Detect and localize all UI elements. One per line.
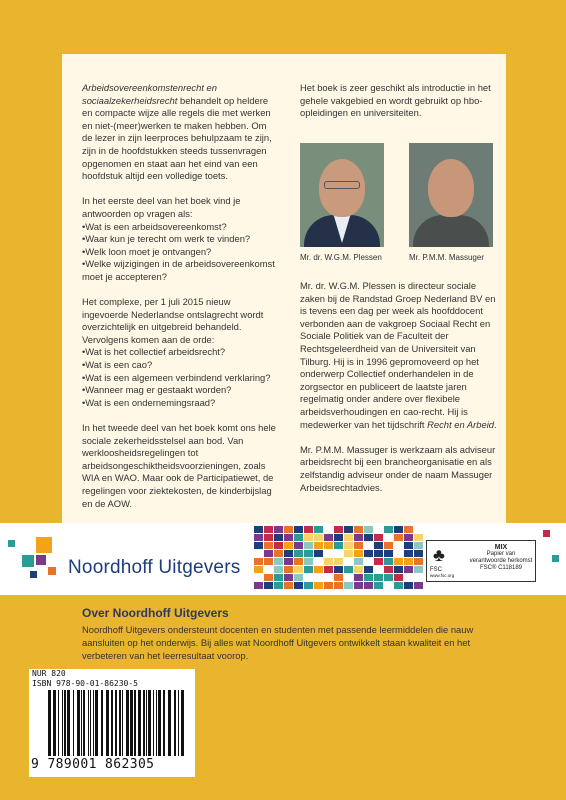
mosaic-tile xyxy=(344,558,353,565)
mosaic-tile xyxy=(414,534,423,541)
mosaic-tile xyxy=(334,582,343,589)
mosaic-tile xyxy=(334,566,343,573)
mosaic-tile xyxy=(284,542,293,549)
barcode-bar xyxy=(130,690,133,756)
barcode-bar xyxy=(122,690,123,756)
ontslag-intro-text: Het complexe, per 1 juli 2015 nieuw ingevoerde Nederlandse ontslagrecht wordt overzichtelijk en uitgebreid behandeld. Vervolgens komen aan de orde: xyxy=(82,296,264,345)
barcode-bar xyxy=(115,690,117,756)
mosaic-tile xyxy=(374,566,383,573)
mosaic-tile xyxy=(384,574,393,581)
mosaic-tile xyxy=(334,574,343,581)
part2-paragraph: In het tweede deel van het boek komt ons hele sociale zekerheidsstelsel aan bod. Van werkloosheidsregelingen tot arbeidsongeschiktheidsvoorzieningen, zoals WIA en WAO. Maar ook de Participatiewet, de regelingen voor ziektekosten, de kinderbijslag en de AOW. xyxy=(82,422,276,509)
mosaic-tile xyxy=(294,558,303,565)
photo-caption-massuger: Mr. P.M.M. Massuger xyxy=(409,253,484,262)
barcode-bar xyxy=(101,690,103,756)
photo-body-shape xyxy=(413,215,489,247)
mosaic-tile xyxy=(334,534,343,541)
mosaic-tile xyxy=(354,534,363,541)
mosaic-tile xyxy=(384,582,393,589)
mosaic-tile xyxy=(354,542,363,549)
mosaic-tile xyxy=(264,582,273,589)
decor-square xyxy=(552,555,559,562)
part1-intro-text: In het eerste deel van het boek vind je antwoorden op vragen als: xyxy=(82,195,241,219)
ontslag-question-list xyxy=(82,346,278,409)
mosaic-tile xyxy=(334,526,343,533)
mosaic-tile xyxy=(284,582,293,589)
mosaic-tile xyxy=(394,574,403,581)
fsc-tree-icon: ♣ xyxy=(433,545,445,565)
mosaic-tile xyxy=(364,566,373,573)
mosaic-tile xyxy=(254,566,263,573)
barcode-bar xyxy=(48,690,51,756)
mosaic-tile xyxy=(364,542,373,549)
barcode-bar xyxy=(143,690,145,756)
fsc-site: www.fsc.org xyxy=(430,573,455,578)
logo-square xyxy=(30,571,37,578)
mosaic-tile xyxy=(394,534,403,541)
barcode-bar xyxy=(148,690,151,756)
mosaic-tile xyxy=(414,542,423,549)
mosaic-tile xyxy=(364,574,373,581)
noordhoff-logo-icon xyxy=(22,537,66,585)
mosaic-tile xyxy=(384,558,393,565)
mosaic-tile xyxy=(364,526,373,533)
mosaic-tile xyxy=(414,574,423,581)
mosaic-tile xyxy=(314,542,323,549)
fsc-code: FSC® C118189 xyxy=(480,565,522,571)
mosaic-tile xyxy=(304,542,313,549)
mosaic-tile xyxy=(254,526,263,533)
mosaic-tile xyxy=(294,566,303,573)
mosaic-tile xyxy=(314,526,323,533)
mosaic-tile xyxy=(394,566,403,573)
barcode-bar xyxy=(62,690,63,756)
mosaic-tile xyxy=(314,582,323,589)
mosaic-tile xyxy=(344,534,353,541)
mosaic-tile xyxy=(294,574,303,581)
barcode-bar xyxy=(153,690,154,756)
mosaic-tile xyxy=(284,526,293,533)
barcode-bar xyxy=(134,690,136,756)
barcode-bar xyxy=(168,690,171,756)
barcode-bar xyxy=(119,690,121,756)
right-column xyxy=(300,82,500,132)
mosaic-tile xyxy=(274,558,283,565)
mosaic-tile xyxy=(284,574,293,581)
mosaic-tile xyxy=(324,526,333,533)
mosaic-tile xyxy=(404,566,413,573)
list-item: • Waar kun je terecht om werk te vinden? xyxy=(82,233,278,246)
mosaic-tile xyxy=(354,526,363,533)
barcode-bar xyxy=(83,690,85,756)
photo-glasses xyxy=(324,181,360,189)
barcode-bar xyxy=(73,690,74,756)
logo-square xyxy=(36,555,46,565)
photo-caption-plessen: Mr. dr. W.G.M. Plessen xyxy=(300,253,382,262)
fsc-mix-desc: Papier van verantwoorde herkomst xyxy=(469,551,533,564)
barcode-bar xyxy=(181,690,184,756)
list-item: • Wat is een ondernemingsraad? xyxy=(82,397,278,410)
mosaic-tile xyxy=(374,558,383,565)
mosaic-tile xyxy=(374,550,383,557)
mosaic-tile xyxy=(414,526,423,533)
author-photos xyxy=(300,143,500,263)
mosaic-tile xyxy=(374,526,383,533)
mosaic-tile xyxy=(344,526,353,533)
mosaic-tile xyxy=(314,550,323,557)
mosaic-tile xyxy=(324,550,333,557)
bio-plessen xyxy=(300,280,500,431)
part1-question-list xyxy=(82,221,278,284)
isbn-block xyxy=(32,669,138,689)
mosaic-tile xyxy=(264,558,273,565)
mosaic-tile xyxy=(364,534,373,541)
barcode-bar xyxy=(64,690,66,756)
mosaic-tile xyxy=(404,558,413,565)
mosaic-tile xyxy=(384,550,393,557)
barcode-bar xyxy=(126,690,129,756)
color-mosaic-pattern xyxy=(254,526,426,592)
barcode-bar xyxy=(77,690,80,756)
barcode-bar xyxy=(156,690,157,756)
fsc-mix-title: MIX xyxy=(494,544,508,551)
mosaic-tile xyxy=(324,574,333,581)
author-photo-plessen xyxy=(300,143,384,247)
left-column xyxy=(82,82,278,523)
mosaic-tile xyxy=(344,566,353,573)
mosaic-tile xyxy=(324,558,333,565)
mosaic-tile xyxy=(254,542,263,549)
mosaic-tile xyxy=(304,526,313,533)
barcode-bar xyxy=(53,690,56,756)
about-text: Noordhoff Uitgevers ondersteunt docenten en studenten met passende leermiddelen die nauw aansluiten op het onderwijs. Bij alles wat Noordhoff Uitgevers ontwikkelt staan kwaliteit en het verbeteren van het leerresultaat voorop. xyxy=(82,624,474,662)
mosaic-tile xyxy=(354,574,363,581)
mosaic-tile xyxy=(274,582,283,589)
barcode-bar xyxy=(138,690,141,756)
barcode-bar xyxy=(95,690,98,756)
mosaic-tile xyxy=(284,558,293,565)
mosaic-tile xyxy=(354,550,363,557)
mosaic-tile xyxy=(404,542,413,549)
mosaic-tile xyxy=(274,534,283,541)
mosaic-tile xyxy=(374,582,383,589)
mosaic-tile xyxy=(304,558,313,565)
mosaic-tile xyxy=(384,526,393,533)
mosaic-tile xyxy=(324,542,333,549)
barcode-bar xyxy=(178,690,179,756)
mosaic-tile xyxy=(344,574,353,581)
mosaic-tile xyxy=(374,534,383,541)
mosaic-tile xyxy=(414,558,423,565)
mosaic-tile xyxy=(364,582,373,589)
list-item: • Wat is een algemeen verbindend verklaring? xyxy=(82,372,278,385)
decor-square xyxy=(543,530,550,537)
barcode-bar xyxy=(58,690,59,756)
mosaic-tile xyxy=(384,534,393,541)
mosaic-tile xyxy=(284,566,293,573)
barcode-bar xyxy=(93,690,94,756)
mosaic-tile xyxy=(354,566,363,573)
mosaic-tile xyxy=(314,566,323,573)
mosaic-tile xyxy=(294,526,303,533)
list-item: • Wanneer mag er gestaakt worden? xyxy=(82,384,278,397)
logo-square xyxy=(48,567,56,575)
fsc-label-text: FSC xyxy=(430,567,442,573)
mosaic-tile xyxy=(334,542,343,549)
mosaic-tile xyxy=(254,534,263,541)
mosaic-tile xyxy=(274,566,283,573)
isbn-number: ISBN 978-90-01-86230-5 xyxy=(32,679,138,688)
list-item: • Wat is het collectief arbeidsrecht? xyxy=(82,346,278,359)
bio-plessen-end: . xyxy=(494,418,497,430)
mosaic-tile xyxy=(374,542,383,549)
about-title: Over Noordhoff Uitgevers xyxy=(82,606,229,620)
mosaic-tile xyxy=(264,574,273,581)
fsc-mix-text xyxy=(469,544,533,572)
list-item: • Welke wijzigingen in de arbeidsovereenkomst moet je accepteren? xyxy=(82,258,278,283)
mosaic-tile xyxy=(264,542,273,549)
list-item: • Wat is een arbeidsovereenkomst? xyxy=(82,221,278,234)
publisher-name: Noordhoff Uitgevers xyxy=(68,557,241,578)
mosaic-tile xyxy=(264,550,273,557)
author-bios xyxy=(300,280,500,507)
barcode-bar xyxy=(146,690,147,756)
barcode-bar xyxy=(111,690,113,756)
mosaic-tile xyxy=(354,558,363,565)
mosaic-tile xyxy=(344,550,353,557)
mosaic-tile xyxy=(274,550,283,557)
barcode-graphic xyxy=(46,690,186,756)
barcode-bar xyxy=(90,690,91,756)
mosaic-tile xyxy=(364,550,373,557)
mosaic-tile xyxy=(394,542,403,549)
mosaic-tile xyxy=(404,574,413,581)
fsc-logo-label xyxy=(430,567,454,579)
logo-square xyxy=(36,537,52,553)
mosaic-tile xyxy=(294,542,303,549)
mosaic-tile xyxy=(384,566,393,573)
barcode-bar xyxy=(106,690,109,756)
mosaic-tile xyxy=(404,534,413,541)
mosaic-tile xyxy=(274,526,283,533)
mosaic-tile xyxy=(314,558,323,565)
mosaic-tile xyxy=(324,534,333,541)
mosaic-tile xyxy=(344,542,353,549)
part1-intro xyxy=(82,195,278,220)
mosaic-tile xyxy=(414,582,423,589)
barcode-bar xyxy=(163,690,165,756)
mosaic-tile xyxy=(294,582,303,589)
barcode-bar xyxy=(88,690,89,756)
mosaic-tile xyxy=(374,574,383,581)
mosaic-tile xyxy=(414,566,423,573)
fsc-certification-mark xyxy=(426,540,536,582)
mosaic-tile xyxy=(264,534,273,541)
mosaic-tile xyxy=(354,582,363,589)
mosaic-tile xyxy=(334,558,343,565)
mosaic-tile xyxy=(404,526,413,533)
mosaic-tile xyxy=(324,582,333,589)
list-item: • Wat is een cao? xyxy=(82,359,278,372)
mosaic-tile xyxy=(284,534,293,541)
mosaic-tile xyxy=(394,558,403,565)
mosaic-tile xyxy=(304,574,313,581)
barcode-bar xyxy=(174,690,176,756)
mosaic-tile xyxy=(314,534,323,541)
mosaic-tile xyxy=(264,526,273,533)
mosaic-tile xyxy=(404,550,413,557)
mosaic-tile xyxy=(404,582,413,589)
ontslag-intro xyxy=(82,296,278,346)
mosaic-tile xyxy=(314,574,323,581)
decor-square xyxy=(8,540,15,547)
mosaic-tile xyxy=(254,558,263,565)
mosaic-tile xyxy=(284,550,293,557)
nur-code: NUR 820 xyxy=(32,669,66,678)
mosaic-tile xyxy=(304,566,313,573)
mosaic-tile xyxy=(394,550,403,557)
mosaic-tile xyxy=(414,550,423,557)
mosaic-tile xyxy=(344,582,353,589)
barcode-digits: 9 789001 862305 xyxy=(31,757,155,772)
barcode-bar xyxy=(81,690,82,756)
mosaic-tile xyxy=(294,534,303,541)
barcode-bar xyxy=(67,690,70,756)
list-item: • Welk loon moet je ontvangen? xyxy=(82,246,278,259)
journal-title: Recht en Arbeid xyxy=(427,418,495,430)
mosaic-tile xyxy=(304,582,313,589)
mosaic-tile xyxy=(254,582,263,589)
logo-square xyxy=(22,555,34,567)
mosaic-tile xyxy=(274,574,283,581)
mosaic-tile xyxy=(334,550,343,557)
mosaic-tile xyxy=(264,566,273,573)
mosaic-tile xyxy=(304,534,313,541)
intro-paragraph xyxy=(82,82,278,183)
author-photo-massuger xyxy=(409,143,493,247)
mosaic-tile xyxy=(294,550,303,557)
about-publisher-section xyxy=(82,606,502,663)
mosaic-tile xyxy=(254,550,263,557)
mosaic-tile xyxy=(274,542,283,549)
mosaic-tile xyxy=(384,542,393,549)
barcode-bar xyxy=(158,690,161,756)
bio-plessen-text: Mr. dr. W.G.M. Plessen is directeur sociale zaken bij de Randstad Groep Nederland BV en is tevens een dag per week als hoofddocent verbonden aan de vakgroep Sociaal Recht en Sociale Politiek van de Faculteit der Rechtsgeleerdheid van de Universiteit van Tilburg. Hij is in 1996 gepromoveerd op het onderwerp Collectief onderhandelen in de zorgsector en publiceert de laatste jaren regelmatig onder andere over flexibele arbeidsverhoudingen en cao-recht. Hij is medewerker van het tijdschrift xyxy=(300,280,496,430)
mosaic-tile xyxy=(324,566,333,573)
suitability-paragraph: Het boek is zeer geschikt als introductie in het gehele vakgebied en wordt gebruikt op hbo-opleidingen en universiteiten. xyxy=(300,82,491,119)
mosaic-tile xyxy=(304,550,313,557)
mosaic-tile xyxy=(394,582,403,589)
mosaic-tile xyxy=(364,558,373,565)
intro-text: behandelt op heldere en compacte wijze alle regels die met werken en niet-(meer)werken te maken hebben. Om de lezer in zijn leerproces behulpzaam te zijn, zijn in de hoofdstukken steeds tussenvragen opgenomen en staat aan het eind van een hoofdstuk altijd een volledige toets. xyxy=(82,94,272,182)
mosaic-tile xyxy=(254,574,263,581)
book-title-italic: Arbeidsovereenkomstenrecht en sociaalzekerheidsrecht xyxy=(82,82,217,106)
photo-head-shape xyxy=(428,159,474,217)
mosaic-tile xyxy=(394,526,403,533)
bio-massuger: Mr. P.M.M. Massuger is werkzaam als adviseur arbeidsrecht bij een brancheorganisatie en als zelfstandig adviseur onder de naam Massuger Arbeidsrechtadvies. xyxy=(300,443,496,493)
